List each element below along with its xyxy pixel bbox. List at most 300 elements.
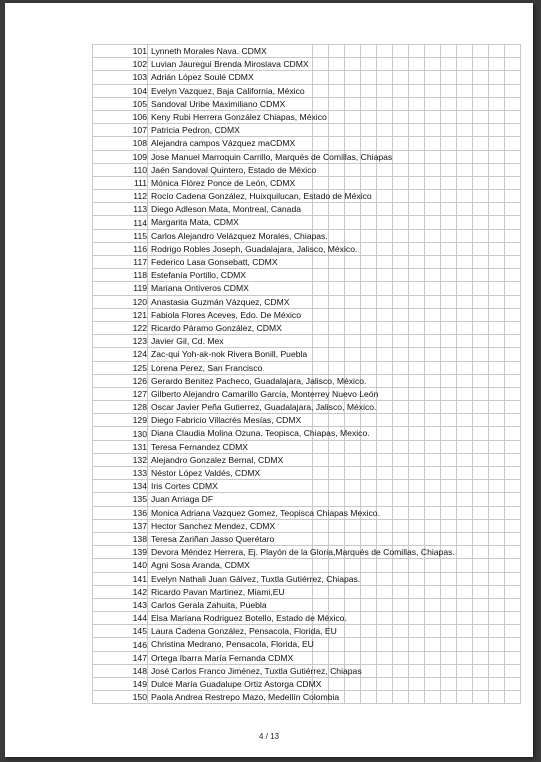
empty-cell	[473, 691, 489, 704]
empty-cell	[505, 506, 521, 519]
empty-cell	[505, 453, 521, 466]
signer-cell	[148, 480, 313, 493]
empty-cell	[425, 229, 441, 242]
empty-cell	[345, 559, 361, 572]
empty-cell	[393, 414, 409, 427]
empty-cell	[377, 176, 393, 189]
empty-cell	[505, 176, 521, 189]
empty-cell	[457, 493, 473, 506]
empty-cell	[457, 137, 473, 150]
table-row	[93, 321, 521, 334]
empty-cell	[393, 58, 409, 71]
signer-name: Jose Manuel Marroquin Carrillo, Marqués de Comillas, Chiapas	[151, 151, 393, 162]
empty-cell	[313, 480, 329, 493]
empty-cell	[473, 572, 489, 585]
empty-cell	[361, 585, 377, 598]
empty-cell	[489, 612, 505, 625]
empty-cell	[505, 229, 521, 242]
empty-cell	[329, 480, 345, 493]
row-number: 101	[93, 45, 148, 58]
table-row	[93, 598, 521, 611]
empty-cell	[361, 110, 377, 123]
table-row	[93, 625, 521, 638]
empty-cell	[329, 453, 345, 466]
empty-cell	[457, 203, 473, 216]
table-row	[93, 401, 521, 414]
empty-cell	[377, 45, 393, 58]
signer-cell	[148, 598, 313, 611]
empty-cell	[425, 427, 441, 440]
signer-cell	[148, 84, 313, 97]
empty-cell	[409, 361, 425, 374]
empty-cell	[473, 110, 489, 123]
empty-cell	[505, 546, 521, 559]
empty-cell	[473, 190, 489, 203]
empty-cell	[393, 480, 409, 493]
empty-cell	[393, 321, 409, 334]
empty-cell	[441, 97, 457, 110]
empty-cell	[505, 427, 521, 440]
empty-cell	[393, 335, 409, 348]
empty-cell	[425, 387, 441, 400]
empty-cell	[313, 282, 329, 295]
empty-cell	[441, 506, 457, 519]
empty-cell	[505, 585, 521, 598]
empty-cell	[489, 203, 505, 216]
empty-cell	[393, 572, 409, 585]
empty-cell	[457, 308, 473, 321]
signer-name: Ricardo Pavan Martinez, Miami,EU	[151, 586, 285, 597]
empty-cell	[329, 45, 345, 58]
empty-cell	[425, 282, 441, 295]
empty-cell	[441, 519, 457, 532]
empty-cell	[489, 163, 505, 176]
empty-cell	[361, 532, 377, 545]
empty-cell	[489, 335, 505, 348]
row-number: 124	[93, 348, 148, 361]
empty-cell	[409, 45, 425, 58]
empty-cell	[409, 124, 425, 137]
empty-cell	[457, 321, 473, 334]
empty-cell	[441, 190, 457, 203]
row-number: 146	[93, 638, 148, 651]
empty-cell	[457, 546, 473, 559]
empty-cell	[473, 335, 489, 348]
table-row	[93, 242, 521, 255]
empty-cell	[505, 651, 521, 664]
empty-cell	[361, 572, 377, 585]
empty-cell	[441, 150, 457, 163]
empty-cell	[329, 532, 345, 545]
empty-cell	[473, 532, 489, 545]
empty-cell	[345, 58, 361, 71]
empty-cell	[441, 229, 457, 242]
signer-name: Lynneth Morales Nava. CDMX	[151, 46, 267, 56]
empty-cell	[377, 124, 393, 137]
empty-cell	[377, 269, 393, 282]
signer-cell	[148, 427, 370, 440]
empty-cell	[377, 427, 393, 440]
empty-cell	[505, 387, 521, 400]
empty-cell	[425, 559, 441, 572]
empty-cell	[361, 45, 377, 58]
row-number: 141	[93, 572, 148, 585]
empty-cell	[329, 269, 345, 282]
row-number: 115	[93, 229, 148, 242]
row-number: 118	[93, 269, 148, 282]
empty-cell	[473, 137, 489, 150]
empty-cell	[409, 282, 425, 295]
empty-cell	[409, 598, 425, 611]
empty-cell	[345, 678, 361, 691]
signer-cell	[148, 242, 358, 255]
empty-cell	[393, 467, 409, 480]
empty-cell	[489, 361, 505, 374]
empty-cell	[345, 625, 361, 638]
empty-cell	[505, 638, 521, 651]
empty-cell	[409, 612, 425, 625]
empty-cell	[377, 203, 393, 216]
empty-cell	[377, 295, 393, 308]
empty-cell	[409, 137, 425, 150]
empty-cell	[441, 585, 457, 598]
empty-cell	[441, 45, 457, 58]
empty-cell	[377, 361, 393, 374]
row-number: 106	[93, 110, 148, 123]
empty-cell	[457, 282, 473, 295]
empty-cell	[425, 625, 441, 638]
row-number: 136	[93, 506, 148, 519]
empty-cell	[393, 295, 409, 308]
empty-cell	[377, 110, 393, 123]
empty-cell	[361, 414, 377, 427]
empty-cell	[361, 691, 377, 704]
signer-name: Sandoval Uribe Maximiliano CDMX	[151, 98, 286, 109]
empty-cell	[457, 229, 473, 242]
empty-cell	[505, 269, 521, 282]
empty-cell	[409, 256, 425, 269]
empty-cell	[425, 348, 441, 361]
empty-cell	[329, 295, 345, 308]
signer-cell	[148, 308, 313, 321]
empty-cell	[473, 612, 489, 625]
signer-name: Mariana Ontiveros CDMX	[151, 283, 249, 294]
empty-cell	[329, 216, 345, 229]
empty-cell	[441, 440, 457, 453]
empty-cell	[457, 374, 473, 387]
table-row	[93, 150, 521, 163]
empty-cell	[489, 124, 505, 137]
table-row	[93, 559, 521, 572]
empty-cell	[425, 58, 441, 71]
empty-cell	[473, 150, 489, 163]
empty-cell	[361, 216, 377, 229]
empty-cell	[313, 467, 329, 480]
empty-cell	[361, 678, 377, 691]
empty-cell	[361, 282, 377, 295]
empty-cell	[505, 137, 521, 150]
signer-cell	[148, 256, 313, 269]
empty-cell	[425, 572, 441, 585]
empty-cell	[505, 374, 521, 387]
empty-cell	[361, 242, 377, 255]
empty-cell	[473, 414, 489, 427]
empty-cell	[457, 572, 473, 585]
signer-name: Luvian Jauregui Brenda Miroslava CDMX	[151, 59, 309, 70]
empty-cell	[489, 585, 505, 598]
empty-cell	[489, 242, 505, 255]
empty-cell	[409, 506, 425, 519]
empty-cell	[313, 493, 329, 506]
empty-cell	[361, 58, 377, 71]
empty-cell	[361, 467, 377, 480]
empty-cell	[457, 678, 473, 691]
empty-cell	[329, 321, 345, 334]
empty-cell	[473, 203, 489, 216]
empty-cell	[313, 308, 329, 321]
empty-cell	[409, 467, 425, 480]
empty-cell	[393, 308, 409, 321]
empty-cell	[489, 453, 505, 466]
signer-cell	[148, 97, 313, 110]
empty-cell	[409, 519, 425, 532]
empty-cell	[329, 308, 345, 321]
empty-cell	[393, 361, 409, 374]
empty-cell	[345, 71, 361, 84]
empty-cell	[377, 625, 393, 638]
empty-cell	[377, 97, 393, 110]
empty-cell	[457, 71, 473, 84]
signer-cell	[148, 467, 313, 480]
empty-cell	[457, 256, 473, 269]
empty-cell	[489, 84, 505, 97]
empty-cell	[441, 84, 457, 97]
signer-name: Monica Adriana Vazquez Gomez, Teopisca Chiapas Mexico.	[151, 507, 380, 518]
row-number: 102	[93, 58, 148, 71]
empty-cell	[473, 453, 489, 466]
table-row	[93, 440, 521, 453]
signer-name: Keny Rubi Herrera González Chiapas, México	[151, 111, 327, 122]
empty-cell	[441, 348, 457, 361]
empty-cell	[393, 348, 409, 361]
empty-cell	[489, 321, 505, 334]
empty-cell	[425, 493, 441, 506]
empty-cell	[361, 440, 377, 453]
empty-cell	[457, 585, 473, 598]
empty-cell	[505, 84, 521, 97]
row-number: 147	[93, 651, 148, 664]
row-number: 104	[93, 84, 148, 97]
empty-cell	[409, 559, 425, 572]
signer-cell	[148, 58, 313, 71]
table-row	[93, 295, 521, 308]
empty-cell	[329, 163, 345, 176]
empty-cell	[473, 124, 489, 137]
row-number: 140	[93, 559, 148, 572]
row-number: 121	[93, 308, 148, 321]
empty-cell	[505, 256, 521, 269]
empty-cell	[377, 216, 393, 229]
empty-cell	[425, 506, 441, 519]
empty-cell	[393, 216, 409, 229]
empty-cell	[393, 97, 409, 110]
empty-cell	[361, 361, 377, 374]
empty-cell	[409, 84, 425, 97]
table-row	[93, 546, 521, 559]
empty-cell	[329, 71, 345, 84]
empty-cell	[441, 638, 457, 651]
empty-cell	[489, 150, 505, 163]
empty-cell	[425, 598, 441, 611]
table-row	[93, 124, 521, 137]
empty-cell	[377, 282, 393, 295]
empty-cell	[457, 84, 473, 97]
empty-cell	[441, 612, 457, 625]
empty-cell	[473, 321, 489, 334]
empty-cell	[505, 45, 521, 58]
signer-cell	[148, 335, 313, 348]
empty-cell	[489, 678, 505, 691]
empty-cell	[473, 256, 489, 269]
row-number: 110	[93, 163, 148, 176]
signer-cell	[148, 440, 313, 453]
empty-cell	[505, 401, 521, 414]
empty-cell	[361, 269, 377, 282]
empty-cell	[473, 625, 489, 638]
empty-cell	[489, 45, 505, 58]
row-number: 107	[93, 124, 148, 137]
signer-name: Oscar Javier Peña Gutierrez, Guadalajara, Jalisco, México.	[151, 402, 377, 413]
empty-cell	[377, 387, 393, 400]
signer-name: Lorena Perez, San Francisco	[151, 362, 263, 373]
empty-cell	[425, 190, 441, 203]
signer-name: Agni Sosa Aranda, CDMX	[151, 560, 250, 571]
empty-cell	[489, 190, 505, 203]
empty-cell	[393, 585, 409, 598]
empty-cell	[377, 638, 393, 651]
empty-cell	[489, 387, 505, 400]
empty-cell	[505, 308, 521, 321]
empty-cell	[425, 256, 441, 269]
empty-cell	[345, 203, 361, 216]
empty-cell	[377, 374, 393, 387]
empty-cell	[313, 321, 329, 334]
empty-cell	[425, 308, 441, 321]
empty-cell	[409, 691, 425, 704]
empty-cell	[473, 559, 489, 572]
signer-cell	[148, 625, 337, 638]
empty-cell	[473, 427, 489, 440]
signer-cell	[148, 216, 313, 229]
empty-cell	[393, 269, 409, 282]
empty-cell	[377, 190, 393, 203]
empty-cell	[393, 137, 409, 150]
signer-cell	[148, 414, 313, 427]
empty-cell	[377, 256, 393, 269]
empty-cell	[377, 137, 393, 150]
empty-cell	[425, 176, 441, 189]
signer-cell	[148, 546, 455, 559]
empty-cell	[361, 453, 377, 466]
empty-cell	[313, 58, 329, 71]
empty-cell	[329, 124, 345, 137]
empty-cell	[441, 269, 457, 282]
empty-cell	[505, 150, 521, 163]
empty-cell	[457, 216, 473, 229]
signer-name: Margarita Mata, CDMX	[151, 217, 239, 228]
empty-cell	[313, 45, 329, 58]
row-number: 127	[93, 387, 148, 400]
empty-cell	[361, 348, 377, 361]
empty-cell	[345, 256, 361, 269]
table-row	[93, 282, 521, 295]
empty-cell	[425, 84, 441, 97]
empty-cell	[361, 638, 377, 651]
signer-cell	[148, 348, 313, 361]
table-row	[93, 414, 521, 427]
table-row	[93, 585, 521, 598]
empty-cell	[489, 572, 505, 585]
table-row	[93, 361, 521, 374]
empty-cell	[393, 598, 409, 611]
empty-cell	[345, 176, 361, 189]
empty-cell	[345, 467, 361, 480]
empty-cell	[377, 664, 393, 677]
empty-cell	[441, 480, 457, 493]
empty-cell	[345, 216, 361, 229]
empty-cell	[345, 110, 361, 123]
empty-cell	[361, 651, 377, 664]
empty-cell	[409, 190, 425, 203]
signer-cell	[148, 519, 313, 532]
empty-cell	[377, 229, 393, 242]
empty-cell	[489, 176, 505, 189]
empty-cell	[505, 110, 521, 123]
table-row	[93, 493, 521, 506]
empty-cell	[313, 124, 329, 137]
empty-cell	[329, 348, 345, 361]
empty-cell	[361, 84, 377, 97]
empty-cell	[425, 691, 441, 704]
empty-cell	[329, 282, 345, 295]
empty-cell	[425, 295, 441, 308]
signer-cell	[148, 150, 393, 163]
empty-cell	[393, 532, 409, 545]
empty-cell	[489, 58, 505, 71]
empty-cell	[361, 625, 377, 638]
empty-cell	[457, 401, 473, 414]
empty-cell	[425, 269, 441, 282]
empty-cell	[473, 585, 489, 598]
empty-cell	[505, 58, 521, 71]
signer-cell	[148, 453, 313, 466]
signer-name: Teresa Fernandez CDMX	[151, 441, 248, 452]
empty-cell	[377, 453, 393, 466]
empty-cell	[361, 229, 377, 242]
empty-cell	[377, 480, 393, 493]
empty-cell	[393, 150, 409, 163]
signer-cell	[148, 163, 317, 176]
row-number: 122	[93, 321, 148, 334]
signer-name: Evelyn Nathali Juan Gálvez, Tuxtla Gutiérrez, Chiapas.	[151, 573, 361, 584]
empty-cell	[377, 532, 393, 545]
empty-cell	[457, 664, 473, 677]
empty-cell	[345, 321, 361, 334]
signer-cell	[148, 612, 347, 625]
empty-cell	[329, 137, 345, 150]
empty-cell	[377, 493, 393, 506]
empty-cell	[313, 598, 329, 611]
